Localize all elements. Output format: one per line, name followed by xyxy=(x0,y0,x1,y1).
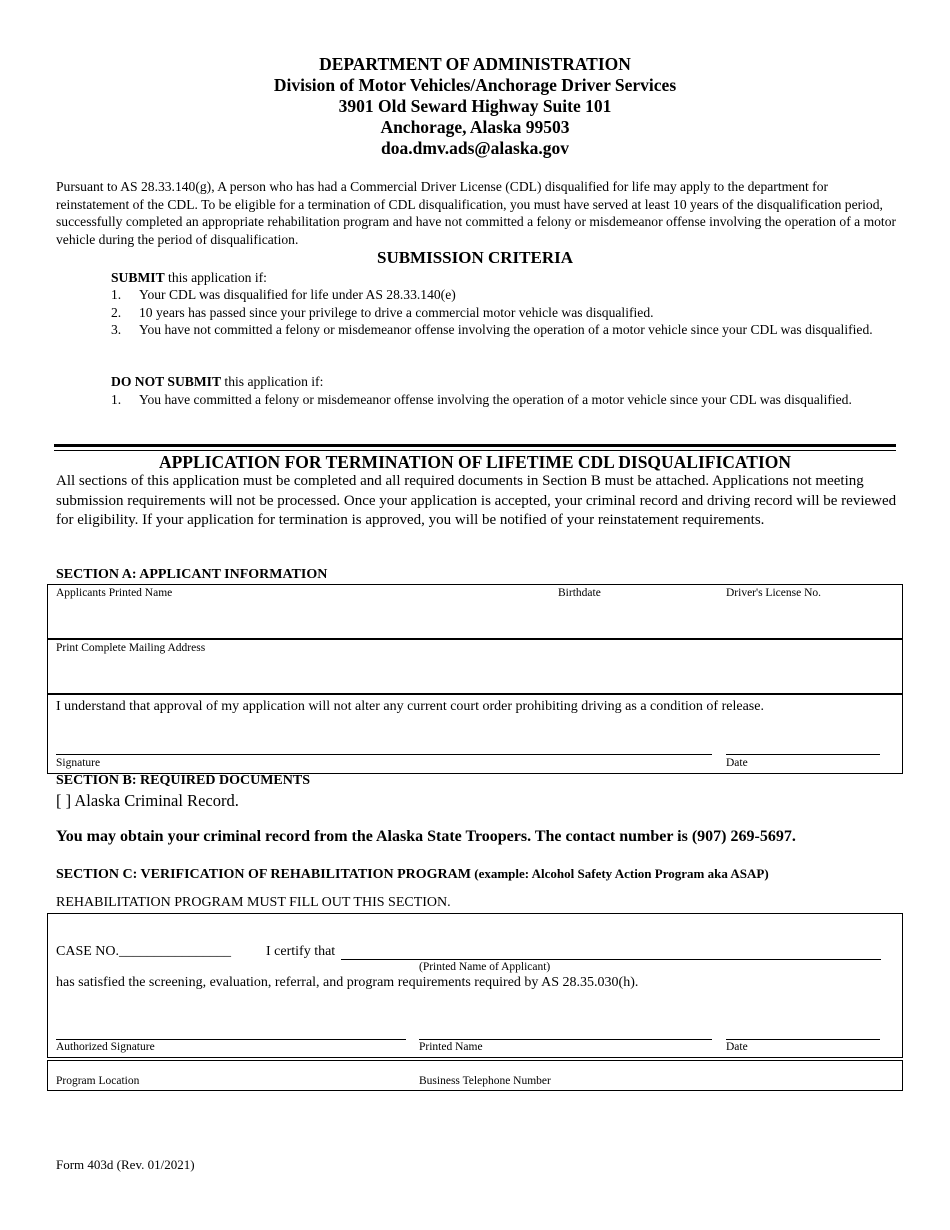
mailing-address-label: Print Complete Mailing Address xyxy=(56,642,206,654)
authorized-signature-label: Authorized Signature xyxy=(56,1041,155,1053)
verification-date-line[interactable] xyxy=(726,1039,880,1040)
application-instructions: All sections of this application must be completed and all required documents in Section B must be attached. Applications not meeting submission requirements will not be processed. Once your application is accepted, your criminal record and driving record will be reviewed for eligibility. If your application for termination is approved, you will be notified of your reinstatement requirements. xyxy=(56,473,897,528)
authorized-signature-line[interactable] xyxy=(56,1039,406,1040)
signature-line[interactable] xyxy=(56,754,712,755)
double-rule-thick xyxy=(54,444,896,447)
applicant-name-label: Applicants Printed Name xyxy=(56,587,173,599)
business-phone-field[interactable] xyxy=(416,1063,896,1075)
business-phone-label: Business Telephone Number xyxy=(419,1075,551,1087)
double-rule-thin xyxy=(54,450,896,451)
verification-box xyxy=(47,913,903,1058)
license-number-label: Driver's License No. xyxy=(726,587,821,599)
list-item: 2. 10 years has passed since your privilege to drive a commercial motor vehicle was disqualified. xyxy=(111,304,654,320)
list-item: 3. You have not committed a felony or misdemeanor offense involving the operation of a motor vehicle since your CDL was disqualified. xyxy=(111,322,873,337)
program-location-row xyxy=(47,1060,903,1091)
applicant-name-line[interactable] xyxy=(341,959,881,960)
mailing-address-row xyxy=(47,639,903,694)
birthdate-field[interactable] xyxy=(556,603,720,635)
case-number-field[interactable]: CASE NO.________________ xyxy=(56,944,232,959)
printed-name-label: Printed Name xyxy=(419,1041,483,1053)
street-address: 3901 Old Seward Highway Suite 101 xyxy=(338,96,612,116)
date-line[interactable] xyxy=(726,754,880,755)
application-title: APPLICATION FOR TERMINATION OF LIFETIME CDL DISQUALIFICATION xyxy=(158,452,792,472)
section-a-heading: SECTION A: APPLICANT INFORMATION xyxy=(56,567,328,582)
criminal-record-note: You may obtain your criminal record from the Alaska State Troopers. The contact number is (907) 269-5697. xyxy=(56,828,796,845)
city-state-zip: Anchorage, Alaska 99503 xyxy=(380,117,570,137)
section-b-heading: SECTION B: REQUIRED DOCUMENTS xyxy=(56,773,310,788)
list-item: 1. You have committed a felony or misdemeanor offense involving the operation of a motor vehicle since your CDL was disqualified. xyxy=(111,392,852,407)
submit-list xyxy=(111,286,891,339)
do-not-submit-intro xyxy=(111,373,323,391)
section-c-heading xyxy=(56,866,769,883)
section-c-title: SECTION C: VERIFICATION OF REHABILITATION PROGRAM xyxy=(56,867,471,882)
birthdate-label: Birthdate xyxy=(558,587,601,599)
list-item: 1. Your CDL was disqualified for life under AS 28.33.140(e) xyxy=(111,287,456,302)
mailing-address-field[interactable] xyxy=(52,658,898,690)
program-location-label: Program Location xyxy=(56,1075,140,1087)
submit-intro xyxy=(111,269,267,287)
signature-label: Signature xyxy=(56,757,101,769)
section-c-example: (example: Alcohol Safety Action Program aka ASAP) xyxy=(471,866,769,881)
requirements-statement: has satisfied the screening, evaluation, referral, and program requirements required by AS 28.35.030(h). xyxy=(56,975,639,990)
applicant-name-field[interactable] xyxy=(52,603,552,635)
printed-name-line[interactable] xyxy=(419,1039,712,1040)
submit-bold: SUBMIT xyxy=(111,270,165,285)
submit-rest: this application if: xyxy=(164,270,267,285)
form-number: Form 403d (Rev. 01/2021) xyxy=(56,1157,195,1172)
license-number-field[interactable] xyxy=(724,603,898,635)
verification-date-label: Date xyxy=(726,1041,748,1053)
date-label: Date xyxy=(726,757,748,769)
agency-header xyxy=(0,54,950,159)
do-not-submit-rest: this application if: xyxy=(221,374,324,389)
acknowledgement-row xyxy=(47,694,903,774)
applicant-name-row xyxy=(47,584,903,639)
program-location-field[interactable] xyxy=(52,1063,408,1075)
do-not-submit-bold: DO NOT SUBMIT xyxy=(111,374,222,389)
intro-paragraph: Pursuant to AS 28.33.140(g), A person who has had a Commercial Driver License (CDL) disqualified for life may apply to the department for reinstatement of the CDL. To be eligible for a termination of CDL disqualification, you must have served at least 10 years of the disqualification period, successfully completed an appropriate rehabilitation program and have not committed a felony or misdemeanor offense involving the operation of a motor vehicle during the period of disqualification. xyxy=(56,179,897,247)
printed-name-caption: (Printed Name of Applicant) xyxy=(419,961,551,973)
department-name: DEPARTMENT OF ADMINISTRATION xyxy=(319,54,631,74)
do-not-submit-list xyxy=(111,391,871,409)
submission-criteria-title: SUBMISSION CRITERIA xyxy=(376,248,574,267)
criminal-record-checkbox[interactable]: [ ] Alaska Criminal Record. xyxy=(56,791,239,810)
program-instruction: REHABILITATION PROGRAM MUST FILL OUT THIS SECTION. xyxy=(56,895,451,910)
acknowledgement-text: I understand that approval of my application will not alter any current court order prohibiting driving as a condition of release. xyxy=(56,699,764,714)
certify-label: I certify that xyxy=(266,944,336,959)
division-name: Division of Motor Vehicles/Anchorage Driver Services xyxy=(273,75,677,95)
email-address: doa.dmv.ads@alaska.gov xyxy=(381,138,569,158)
